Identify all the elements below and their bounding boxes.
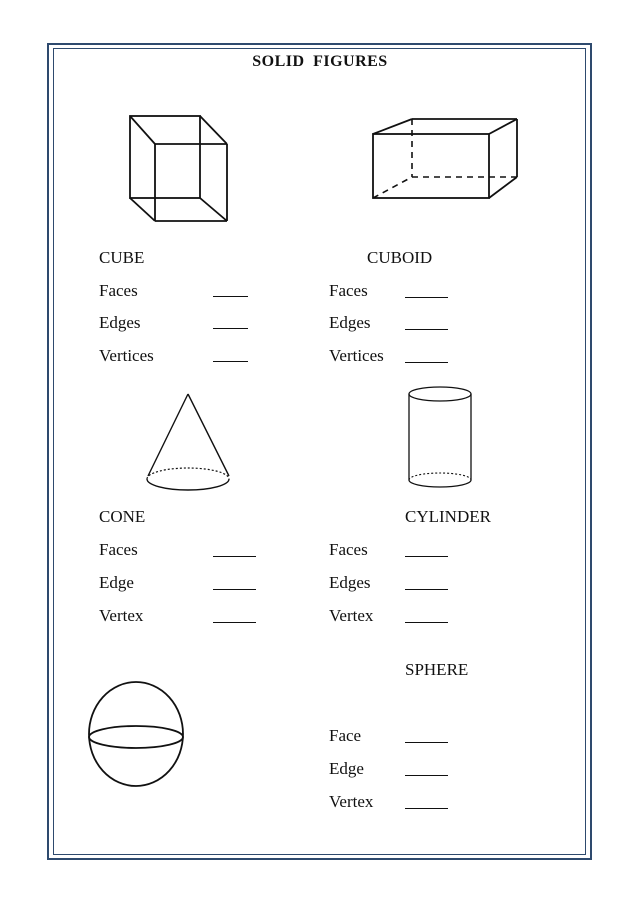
cone-name: CONE (99, 507, 146, 526)
cone-edge-label: Edge (99, 573, 134, 592)
cone-vertex-blank[interactable] (213, 622, 256, 623)
cuboid-faces-blank[interactable] (405, 297, 448, 298)
sphere-name: SPHERE (405, 660, 469, 679)
cone-edge-blank[interactable] (213, 589, 256, 590)
cuboid-edges-label: Edges (329, 313, 371, 332)
sphere-vertex-blank[interactable] (405, 808, 448, 809)
cube-edges-blank[interactable] (213, 328, 248, 329)
cube-vertices-blank[interactable] (213, 361, 248, 362)
cuboid-name: CUBOID (367, 248, 433, 267)
cube-name: CUBE (99, 248, 145, 267)
sphere-edge-blank[interactable] (405, 775, 448, 776)
cylinder-edges-blank[interactable] (405, 589, 448, 590)
cylinder-figure (400, 380, 480, 495)
cylinder-name: CYLINDER (405, 507, 491, 526)
cylinder-edges-label: Edges (329, 573, 371, 592)
cylinder-faces-blank[interactable] (405, 556, 448, 557)
sphere-edge-label: Edge (329, 759, 364, 778)
cylinder-vertex-blank[interactable] (405, 622, 448, 623)
sphere-face-blank[interactable] (405, 742, 448, 743)
cube-figure (120, 108, 240, 233)
cuboid-faces-label: Faces (329, 281, 368, 300)
cylinder-faces-label: Faces (329, 540, 368, 559)
cuboid-edges-blank[interactable] (405, 329, 448, 330)
sphere-vertex-label: Vertex (329, 792, 374, 811)
cone-faces-blank[interactable] (213, 556, 256, 557)
cuboid-vertices-blank[interactable] (405, 362, 448, 363)
cube-vertices-label: Vertices (99, 346, 154, 365)
cuboid-vertices-label: Vertices (329, 346, 384, 365)
cone-figure (140, 388, 240, 498)
sphere-face-label: Face (329, 726, 362, 745)
sphere-figure (82, 678, 192, 793)
cone-vertex-label: Vertex (99, 606, 144, 625)
cylinder-vertex-label: Vertex (329, 606, 374, 625)
cube-faces-blank[interactable] (213, 296, 248, 297)
cuboid-figure (365, 112, 530, 207)
worksheet-title: SOLID FIGURES (252, 53, 388, 70)
cone-faces-label: Faces (99, 540, 138, 559)
cube-faces-label: Faces (99, 281, 138, 300)
cube-edges-label: Edges (99, 313, 141, 332)
